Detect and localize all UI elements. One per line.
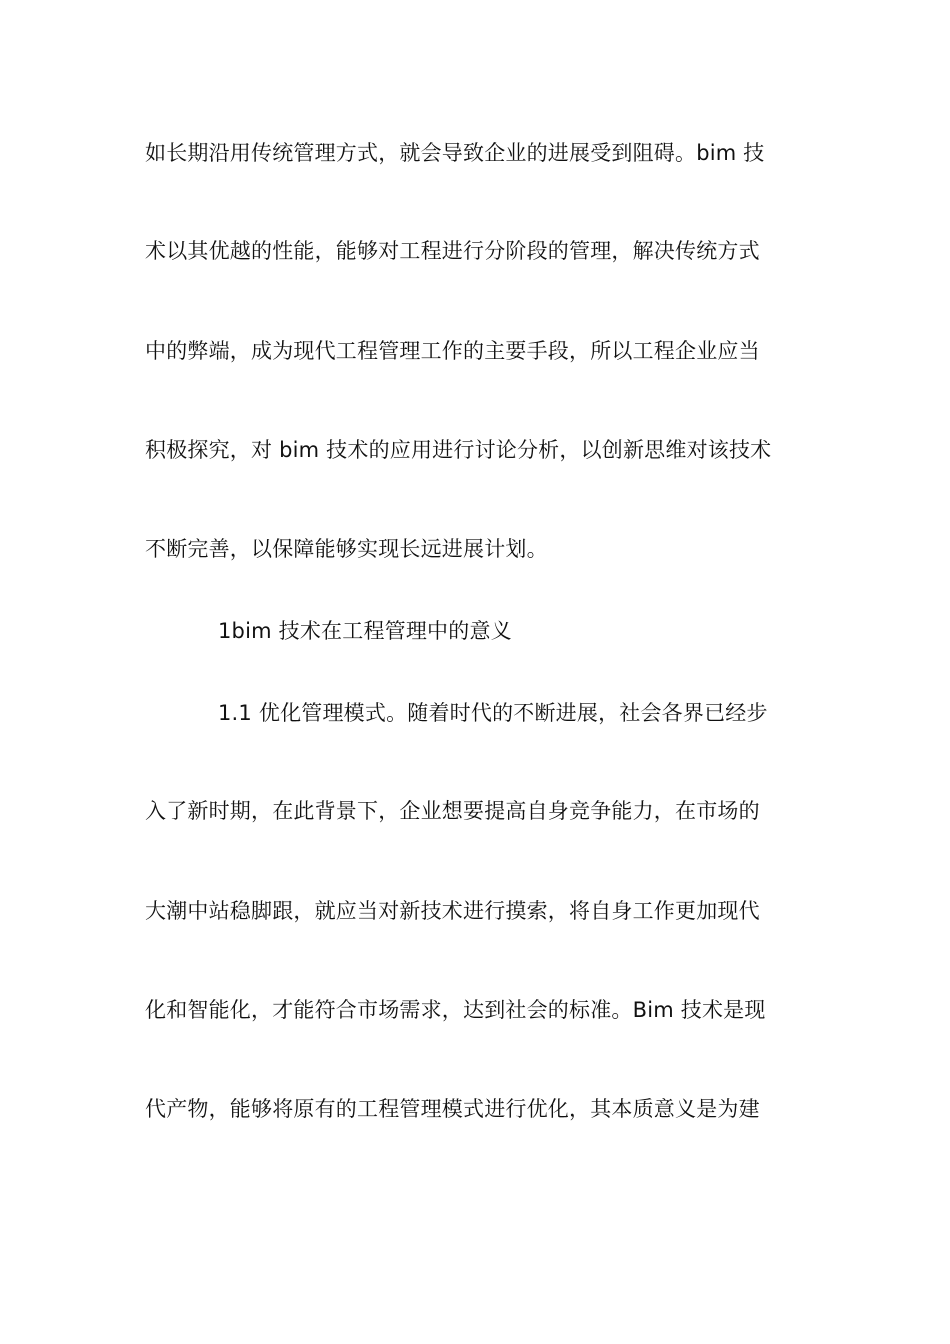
- paragraph-line: 大潮中站稳脚跟，就应当对新技术进行摸索，将自身工作更加现代: [145, 899, 760, 923]
- section-heading: 1bim 技术在工程管理中的意义: [218, 619, 512, 643]
- paragraph-line: 中的弊端，成为现代工程管理工作的主要手段，所以工程企业应当: [145, 339, 760, 363]
- paragraph-line: 不断完善，以保障能够实现长远进展计划。: [145, 537, 548, 561]
- paragraph-line: 如长期沿用传统管理方式，就会导致企业的进展受到阻碍。bim 技: [145, 141, 765, 165]
- paragraph-line: 入了新时期，在此背景下，企业想要提高自身竞争能力，在市场的: [145, 799, 760, 823]
- paragraph-line: 1.1 优化管理模式。随着时代的不断进展，社会各界已经步: [218, 701, 768, 725]
- paragraph-line: 术以其优越的性能，能够对工程进行分阶段的管理，解决传统方式: [145, 239, 760, 263]
- paragraph-line: 代产物，能够将原有的工程管理模式进行优化，其本质意义是为建: [145, 1097, 760, 1121]
- paragraph-line: 化和智能化，才能符合市场需求，达到社会的标准。Bim 技术是现: [145, 998, 766, 1022]
- paragraph-line: 积极探究，对 bim 技术的应用进行讨论分析，以创新思维对该技术: [145, 438, 772, 462]
